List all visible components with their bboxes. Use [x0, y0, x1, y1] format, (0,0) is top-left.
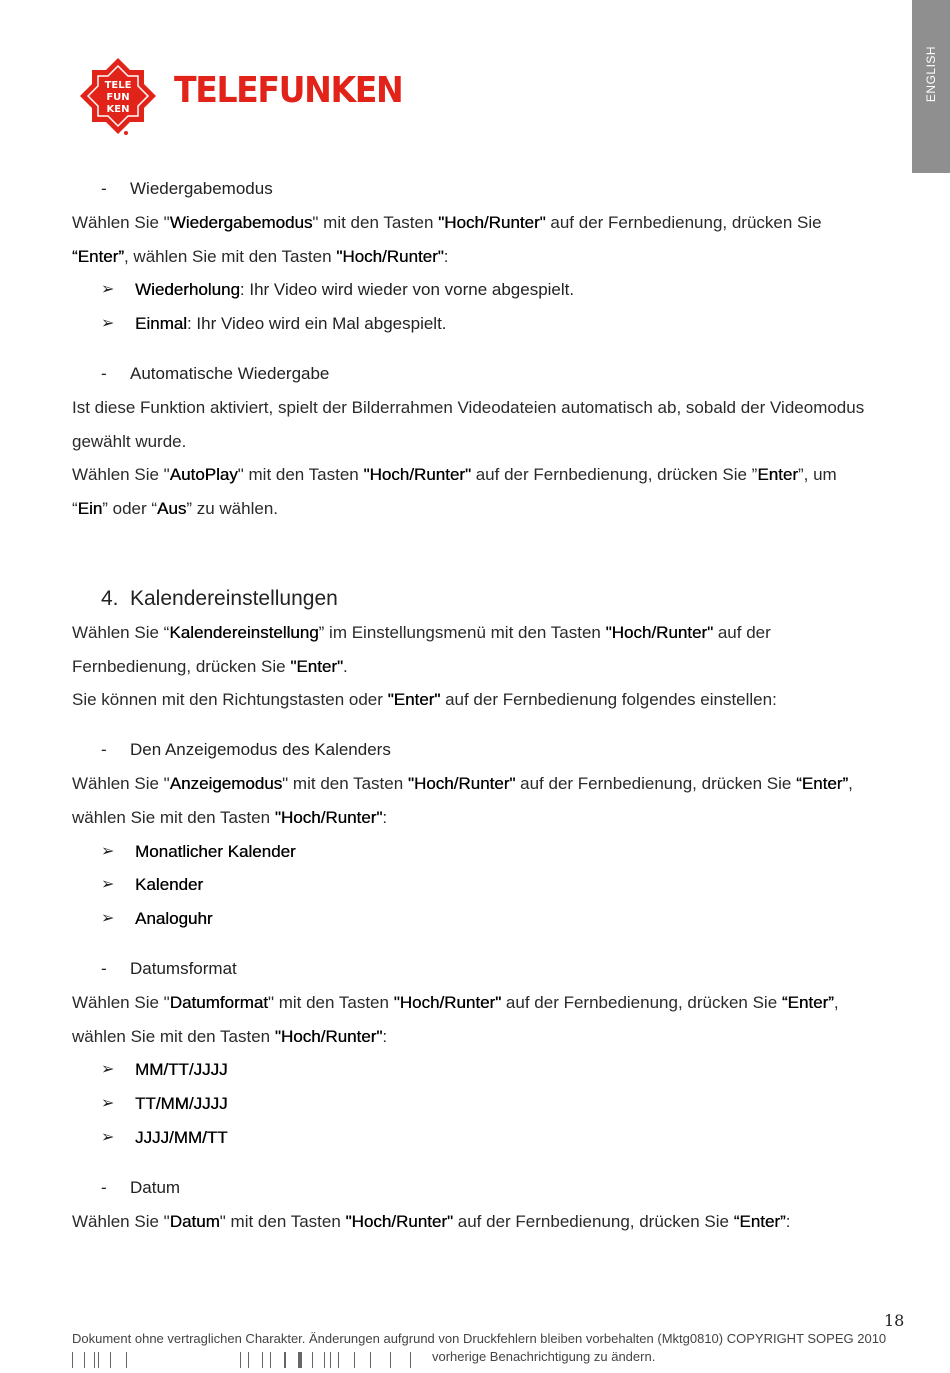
paragraph: Sie können mit den Richtungstasten oder "Enter" auf der Fernbedienung folgendes einstellen: — [72, 690, 777, 710]
section-heading-playback-mode — [72, 172, 902, 206]
language-tab-label: ENGLISH — [924, 45, 938, 103]
section-heading-date — [72, 1171, 902, 1205]
heading-text: Automatische Wiedergabe — [130, 363, 330, 383]
section-title-calendar — [72, 582, 902, 616]
dash-marker: - — [101, 958, 107, 978]
section-title: Kalendereinstellungen — [130, 586, 338, 610]
dash-marker: - — [101, 740, 107, 760]
arrow-bullet-icon: ➢ — [101, 315, 115, 333]
brand-name: TELEFUNKEN — [174, 70, 403, 111]
page-number: 18 — [884, 1311, 905, 1330]
list-item: ➢ Einmal: Ihr Video wird ein Mal abgespielt. — [72, 307, 902, 341]
section-heading-autoplay — [72, 357, 902, 391]
arrow-bullet-icon: ➢ — [101, 1128, 115, 1146]
arrow-bullet-icon: ➢ — [101, 1095, 115, 1113]
list-item: ➢ Kalender — [72, 868, 902, 902]
section-number: 4. — [101, 586, 119, 610]
heading-text: Wiedergabemodus — [130, 179, 273, 198]
heading-text: Datum — [130, 1177, 181, 1197]
list-item: ➢ Analoguhr — [72, 902, 902, 936]
logo-line-3: KEN — [106, 104, 130, 115]
paragraph: Wählen Sie “Kalendereinstellung” im Einstellungsmenü mit den Tasten "Hoch/Runter" auf der — [72, 622, 771, 642]
paragraph: “Enter”, wählen Sie mit den Tasten "Hoch/Runter": — [72, 246, 449, 266]
list-item: ➢ Monatlicher Kalender — [72, 835, 902, 869]
section-heading-display-mode — [72, 733, 902, 767]
overprinted-text-artifact — [72, 1350, 432, 1370]
paragraph: Ist diese Funktion aktiviert, spielt der Bilderrahmen Videodateien automatisch ab, sobald der Videomodus — [72, 397, 865, 417]
dash-marker: - — [101, 1177, 107, 1197]
paragraph: wählen Sie mit den Tasten "Hoch/Runter": — [72, 1026, 388, 1046]
list-item: ➢ JJJJ/MM/TT — [72, 1121, 902, 1155]
dash-marker: - — [101, 363, 107, 383]
paragraph: Wählen Sie "Datumformat" mit den Tasten "Hoch/Runter" auf der Fernbedienung, drücken Sie “Enter”, — [72, 992, 839, 1012]
list-item: ➢ TT/MM/JJJJ — [72, 1087, 902, 1121]
arrow-bullet-icon: ➢ — [101, 876, 115, 894]
list-item: ➢ Wiederholung: Ihr Video wird wieder von vorne abgespielt. — [72, 273, 902, 307]
arrow-bullet-icon: ➢ — [101, 910, 115, 928]
list-item: ➢ MM/TT/JJJJ — [72, 1053, 902, 1087]
paragraph: Fernbedienung, drücken Sie "Enter". — [72, 656, 348, 676]
logo-line-2: FUN — [106, 92, 130, 103]
heading-text: Den Anzeigemodus des Kalenders — [130, 740, 391, 760]
section-heading-date-format — [72, 952, 902, 986]
footer-disclaimer: Dokument ohne vertraglichen Charakter. Änderungen aufgrund von Druckfehlern bleiben vorbehalten (Mktg0810) COPYRIGHT SOPEG 2010 — [72, 1331, 887, 1346]
paragraph: Wählen Sie "AutoPlay" mit den Tasten "Hoch/Runter" auf der Fernbedienung, drücken Sie ”Enter”, um — [72, 465, 837, 485]
paragraph: Wählen Sie "Anzeigemodus" mit den Tasten "Hoch/Runter" auf der Fernbedienung, drücken Sie “Enter”, — [72, 773, 853, 793]
dash-marker: - — [101, 179, 107, 198]
paragraph: Wählen Sie "Wiedergabemodus" mit den Tasten "Hoch/Runter" auf der Fernbedienung, drücken Sie — [72, 212, 822, 232]
arrow-bullet-icon: ➢ — [101, 281, 115, 299]
arrow-bullet-icon: ➢ — [101, 1061, 115, 1079]
paragraph: “Ein” oder “Aus” zu wählen. — [72, 499, 279, 519]
language-tab — [912, 0, 950, 173]
heading-text: Datumsformat — [130, 958, 237, 978]
footer-disclaimer-continued: vorherige Benachrichtigung zu ändern. — [432, 1349, 656, 1364]
paragraph: gewählt wurde. — [72, 431, 187, 451]
paragraph: Wählen Sie "Datum" mit den Tasten "Hoch/Runter" auf der Fernbedienung, drücken Sie “Enter”: — [72, 1211, 791, 1231]
logo-line-1: TELE — [104, 80, 132, 91]
paragraph: wählen Sie mit den Tasten "Hoch/Runter": — [72, 807, 388, 827]
arrow-bullet-icon: ➢ — [101, 842, 115, 860]
manual-content — [72, 172, 902, 1238]
telefunken-logo-icon — [78, 56, 158, 138]
